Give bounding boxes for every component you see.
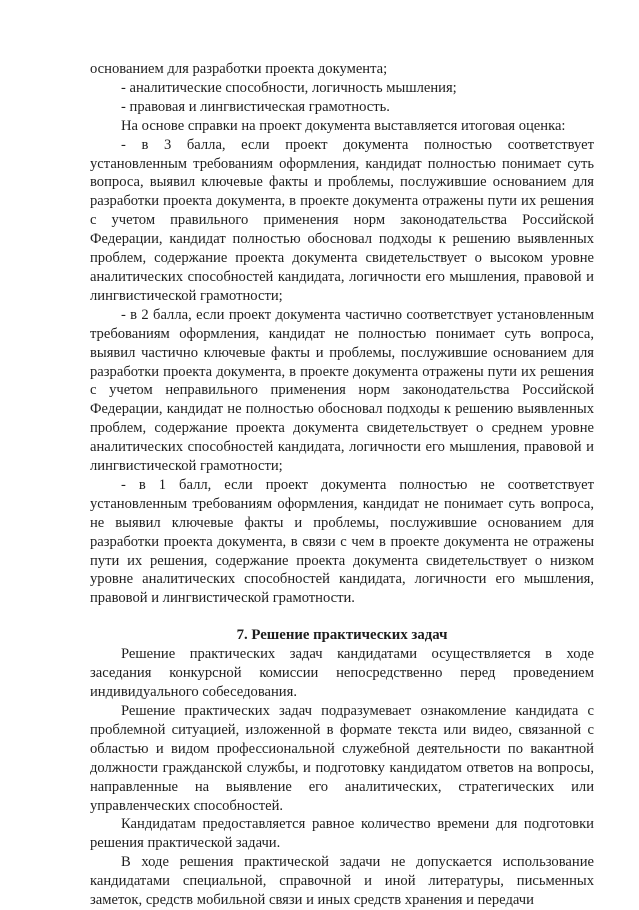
paragraph-practical-tasks-definition: Решение практических задач подразумевает ознакомление кандидата с проблемной ситуацией, изложенной в формате текста или видео, связанной с областью и видом профессиональной служебной деятельности по вакантной должности гражданской службы, и подготовку кандидатом ответов на вопросы, направленные на выявление его аналитических, стратегических или управленческих способностей. <box>90 703 594 814</box>
paragraph-practical-tasks-timing: Решение практических задач кандидатами осуществляется в ходе заседания конкурсной комиссии непосредственно перед проведением индивидуального собеседования. <box>90 646 594 701</box>
criterion-legal-literacy: - правовая и лингвистическая грамотность. <box>121 98 390 115</box>
score-3-points: - в 3 балла, если проект документа полностью соответствует установленным требованиям оформления, кандидат полностью понимает суть вопроса, выявил ключевые факты и проблемы, послужившие основанием для разработки проекта документа, в проекте документа отражены пути их решения с учетом правильного применения норм законодательства Российской Федерации, кандидат полностью обосновал подходы к решению выявленных проблем, содержание проекта документа свидетельствует о высоком уровне аналитических способностей кандидата, логичности его мышления, правовой и лингвистической грамотности; <box>90 136 594 304</box>
paragraph-final-score-intro: На основе справки на проект документа выставляется итоговая оценка: <box>121 117 566 134</box>
section-heading: 7. Решение практических задач <box>236 627 448 644</box>
score-1-point: - в 1 балл, если проект документа полностью не соответствует установленным требованиям оформления, кандидат не понимает суть вопроса, не выявил ключевые факты и проблемы, послужившие основанием для разработки проекта документа, в связи с чем в проекте документа не отражены пути их решения, содержание проекта документа свидетельствует о низком уровне аналитических способностей кандидата, логичности его мышления, правовой и лингвистической грамотности. <box>90 476 594 607</box>
criterion-analytical-skills: - аналитические способности, логичность мышления; <box>121 79 457 96</box>
paragraph-equal-time: Кандидатам предоставляется равное количество времени для подготовки решения практической задачи. <box>90 816 594 852</box>
paragraph-continuation: основанием для разработки проекта документа; <box>90 61 388 77</box>
score-2-points: - в 2 балла, если проект документа частично соответствует установленным требованиям оформления, кандидат не полностью понимает суть вопроса, выявил частично ключевые факты и проблемы, послужившие основанием для разработки проекта документа, в проекте документа отражены пути их решения с учетом неправильного применения норм законодательства Российской Федерации, кандидат не полностью обосновал подходы к решению выявленных проблем, содержание проекта документа свидетельствует о среднем уровне аналитических способностей кандидата, логичности его мышления, правовой и лингвистической грамотности; <box>90 306 594 475</box>
document-page <box>90 60 594 910</box>
paragraph-prohibited-materials: В ходе решения практической задачи не допускается использование кандидатами специальной, справочной и иной литературы, письменных заметок, средств мобильной связи и иных средств хранения и передачи <box>90 854 594 909</box>
